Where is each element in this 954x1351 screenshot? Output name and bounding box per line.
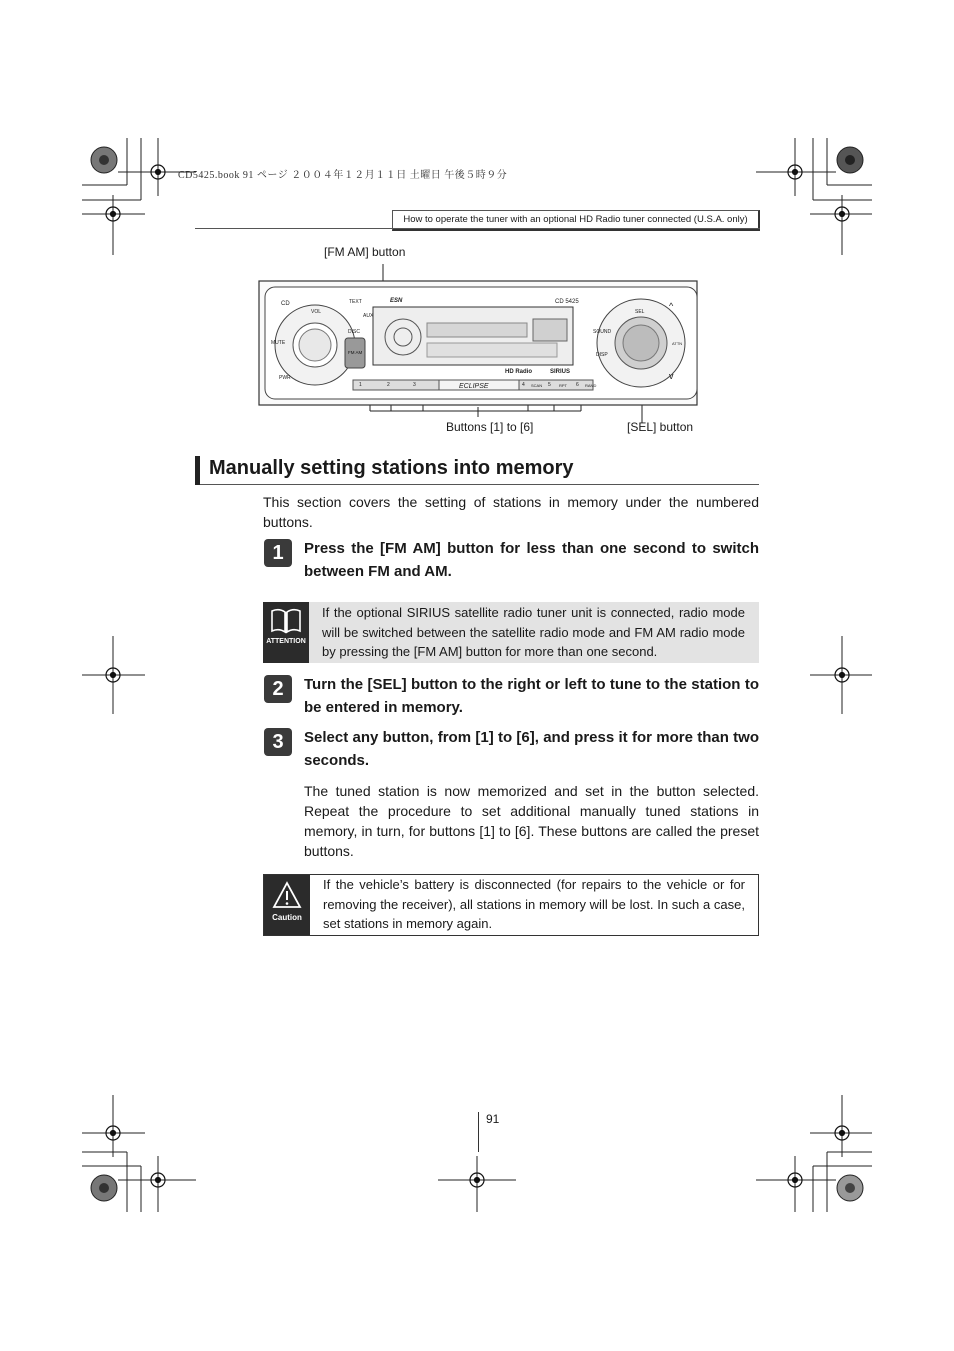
panel-key-attn: ATTN — [672, 341, 683, 346]
attention-text: If the optional SIRIUS satellite radio tuner unit is connected, radio mode will be switched between the satellite radio mode and FM AM radio mode by pressing the [FM AM] button for more than one second. — [322, 605, 745, 659]
step-3-text: Select any button, from [1] to [6], and press it for more than two seconds. — [304, 729, 759, 769]
panel-key-5: 5 — [548, 382, 551, 388]
panel-key-rpt: RPT — [559, 383, 567, 388]
panel-key-disc: DISC — [348, 329, 360, 335]
label-preset-buttons: Buttons [1] to [6] — [446, 420, 534, 434]
panel-key-2: 2 — [387, 382, 390, 388]
section-heading-bar — [195, 456, 200, 485]
label-sel-button: [SEL] button — [627, 420, 694, 434]
caution-icon-box — [264, 875, 310, 935]
panel-up-arrow-icon: ^ — [669, 301, 674, 311]
panel-key-sound: SOUND — [593, 329, 612, 335]
panel-hd-radio: HD Radio — [505, 369, 532, 375]
panel-key-disp: DISP — [596, 352, 608, 358]
panel-brand: ECLIPSE — [459, 383, 489, 390]
step-2-number: 2 — [264, 675, 292, 703]
panel-key-6: 6 — [576, 382, 579, 388]
panel-key-sel: SEL — [635, 309, 645, 315]
panel-key-aux: AUX — [363, 313, 374, 319]
attention-note — [263, 602, 759, 663]
step-2-text: Turn the [SEL] button to the right or left to tune to the station to be entered in memory. — [304, 676, 759, 716]
panel-key-4: 4 — [522, 382, 525, 388]
panel-key-pwr: PWR — [279, 375, 291, 381]
panel-key-vol: VOL — [311, 309, 322, 315]
header-rule — [195, 228, 760, 229]
caution-icon-label: Caution — [272, 913, 302, 922]
panel-key-rand: RAND — [585, 383, 597, 388]
step-1-text: Press the [FM AM] button for less than one second to switch between FM and AM. — [304, 540, 759, 580]
step-3-number: 3 — [264, 728, 292, 756]
warning-triangle-icon — [264, 875, 310, 913]
head-unit-illustration — [255, 245, 705, 440]
section-intro: This section covers the setting of stations in memory under the numbered buttons. — [263, 494, 759, 530]
panel-sirius: SIRIUS — [550, 369, 571, 375]
book-icon — [263, 602, 309, 638]
caution-note — [263, 874, 759, 936]
caution-text: If the vehicle’s battery is disconnected (for repairs to the vehicle or for removing the receiver), all stations in memory will be lost. In such a case, set stations in memory again. — [323, 877, 745, 931]
panel-down-arrow-icon: v — [669, 371, 674, 381]
panel-model: CD 5425 — [555, 299, 579, 305]
section-rule — [200, 484, 759, 485]
page-number: 91 — [486, 1112, 500, 1126]
panel-key-cd: CD — [281, 301, 290, 307]
panel-key-fmam: FM AM — [348, 350, 363, 355]
panel-key-text: TEXT — [349, 299, 362, 305]
attention-icon-box — [263, 602, 309, 663]
section-title: Manually setting stations into memory — [209, 457, 574, 479]
print-info-line: CD5425.book 91 ページ ２００４年１２月１１日 土曜日 午後５時９分 — [178, 170, 508, 181]
panel-key-scan: SCAN — [531, 383, 543, 388]
attention-icon-label: ATTENTION — [266, 638, 306, 645]
panel-key-1: 1 — [359, 382, 362, 388]
page-number-rule — [478, 1112, 479, 1152]
step-3-body: The tuned station is now memorized and set in the button selected. Repeat the procedure to set additional manually tuned stations in memory, in turn, for buttons [1] to [6]. These buttons are called the preset buttons. — [304, 783, 759, 859]
panel-key-mute: MUTE — [271, 340, 286, 346]
panel-key-3: 3 — [413, 382, 416, 388]
running-header: How to operate the tuner with an optional HD Radio tuner connected (U.S.A. only) — [392, 210, 760, 231]
label-fm-am-button: [FM AM] button — [324, 245, 406, 259]
step-1-number: 1 — [264, 539, 292, 567]
panel-esn: ESN — [390, 298, 403, 304]
